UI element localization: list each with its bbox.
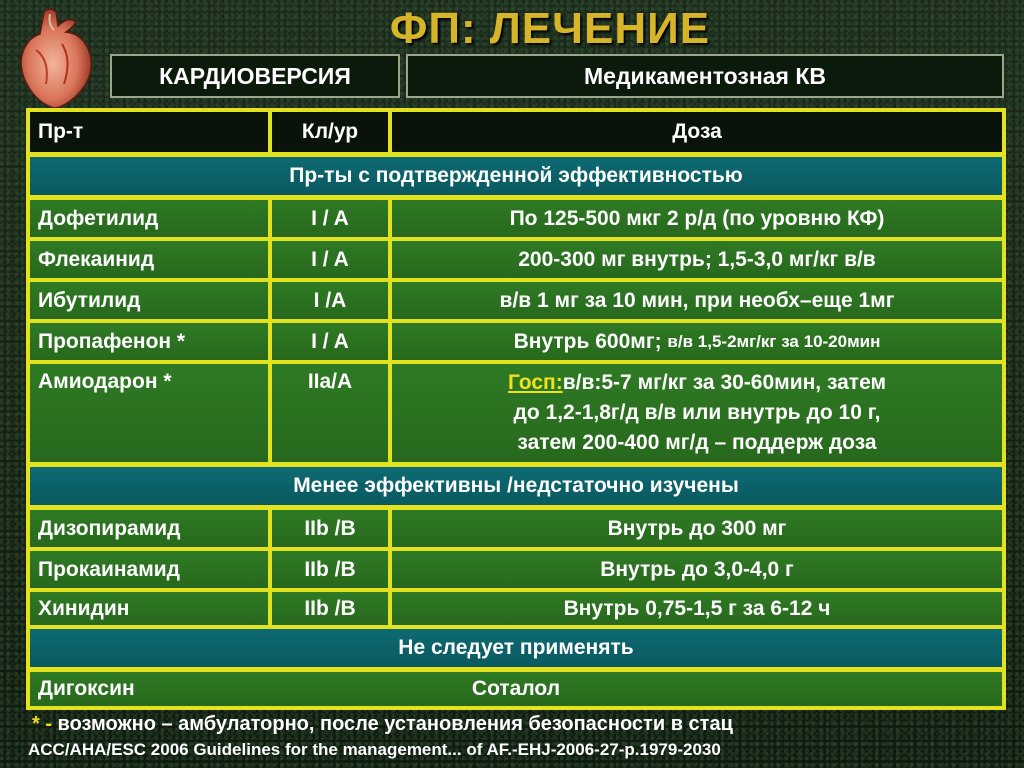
not-used-left: Дигоксин: [30, 672, 1002, 706]
dose-line: до 1,2-1,8г/д в/в или внутрь до 10 г,: [513, 401, 881, 424]
class-cell: I / A: [272, 200, 388, 237]
header-drug: Пр-т: [30, 112, 268, 152]
reference: ACC/AHA/ESC 2006 Guidelines for the management... of AF.-EHJ-2006-27-p.1979-2030: [28, 740, 721, 759]
class-cell: IIb /B: [272, 510, 388, 547]
dose-cell: в/в 1 мг за 10 мин, при необх–еще 1мг: [392, 282, 1002, 319]
class-cell: IIb /B: [272, 551, 388, 588]
dose-line: затем 200-400 мг/д – поддерж доза: [517, 431, 877, 454]
drug-cell: Прокаинамид: [30, 551, 268, 588]
dose-cell: [392, 364, 1002, 462]
dose-cell: [392, 323, 1002, 360]
class-cell: I / A: [272, 323, 388, 360]
tab-cardioversion[interactable]: КАРДИОВЕРСИЯ: [110, 54, 400, 98]
hospital-label: Госп:: [507, 371, 563, 394]
tab-medical-cardioversion[interactable]: Медикаментозная КВ: [406, 54, 1004, 98]
dose-small: в/в 1,5-2мг/кг за 10-20мин: [667, 331, 881, 351]
drug-cell: Ибутилид: [30, 282, 268, 319]
drug-cell: Пропафенон *: [30, 323, 268, 360]
heart-icon: [14, 4, 104, 108]
drug-cell: Дизопирамид: [30, 510, 268, 547]
footnote-star: * -: [32, 713, 52, 735]
class-cell: IIb /B: [272, 592, 388, 625]
footnote: [32, 713, 733, 736]
drug-cell: Амиодарон *: [30, 364, 268, 462]
dose-line: в/в:5-7 мг/кг за 30-60мин, затем: [562, 371, 887, 394]
drug-cell: Дофетилид: [30, 200, 268, 237]
header-dose: Доза: [392, 112, 1002, 152]
dose-main: Внутрь 600мг;: [513, 329, 662, 353]
dose-cell: Внутрь до 3,0-4,0 г: [392, 551, 1002, 588]
page-title: ФП: ЛЕЧЕНИЕ: [389, 4, 711, 53]
drug-cell: Хинидин: [30, 592, 268, 625]
class-cell: IIa/A: [272, 364, 388, 462]
dose-cell: 200-300 мг внутрь; 1,5-3,0 мг/кг в/в: [392, 241, 1002, 278]
not-used-right: Соталол: [471, 677, 561, 700]
drug-cell: Флекаинид: [30, 241, 268, 278]
class-cell: I / A: [272, 241, 388, 278]
section-proven: Пр-ты с подтвержденной эффективностью: [30, 157, 1002, 195]
class-cell: I /A: [272, 282, 388, 319]
dose-cell: По 125-500 мкг 2 р/д (по уровню КФ): [392, 200, 1002, 237]
header-class: Кл/ур: [272, 112, 388, 152]
dose-cell: Внутрь до 300 мг: [392, 510, 1002, 547]
section-less-effective: Менее эффективны /недстаточно изучены: [30, 467, 1002, 505]
section-not-recommended: Не следует применять: [30, 629, 1002, 667]
footnote-text: возможно – амбулаторно, после установления безопасности в стац: [52, 713, 733, 735]
treatment-table: [26, 108, 1006, 710]
dose-cell: Внутрь 0,75-1,5 г за 6-12 ч: [392, 592, 1002, 625]
